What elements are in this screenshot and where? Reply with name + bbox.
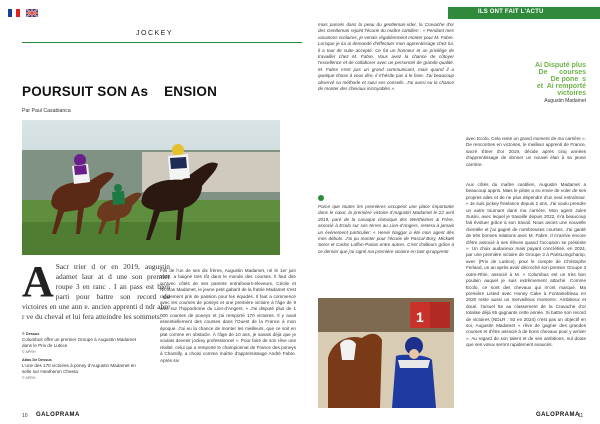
pull-quote [466, 62, 586, 104]
pull-quote-line-2: De courses [538, 69, 586, 76]
caption-2-photo: © APRH [22, 376, 36, 380]
intro-text: Sacr trier d or en 2019, augustin adamet laur at d une son premier roupe 3 en ranc . I an pass est bien parti pour battre son record de victoires en une ann e. ancien apprenti d ndr abre r ve du cheval et lui fera atteindre les sommets. [22, 262, 170, 321]
jockey-photo [318, 298, 454, 408]
column-4a: avec Ecolo. Cela reste un grand moment de ma carrière ». De rencontres en victoires, le meilleur apprenti de France, sacré Étrier d'or 2019, décide après cinq années d'apprentissage de donner un nouvel élan à sa jeune carrière. [466, 136, 586, 167]
caption-2-credit: Atlas De Dessus [22, 358, 52, 362]
pull-quote-line-5: victoires [551, 90, 586, 97]
magazine-name-right: GALOPRAMA [536, 412, 580, 418]
column-4b: Aux côtés du maître cantilien, Augustin Madamet a beaucoup appris. Mais le pilote a eu envie de voler de ses propres ailes et de ne plus dépendre d'un seul entraîneur. « Je suis jockey freelance depuis 2 ans. J'ai voulu prendre un autre tournant dans ma carrière. Mon agent Jules Susini, avec lequel je travaille depuis 2022, m'a beaucoup fait évoluer grâce à son travail. Nous avons une nouvelle clientèle et j'ai gagné de nombreuses courses. J'ai gardé de très bonnes relations avec M. Fabre. Il m'arrive encore d'être associé à ses élèves quand l'occasion se présente ». Un choix audacieux mais payant concrétisé, en 2024, par une première victoire de Groupe 3 à ParisLongchamp, avec (Prix de Lutèce), pour le compte de Christophe Ferland, un an après avoir décroché son premier Groupe 3 outre-Rhin, associé à M. « Columbus est un très bon poulain auquel je suis extrêmement attaché. Comme Ecolo, ce sont des chevaux qui m'ont marqué. Ma première Listed avec Honey Cake à Fontainebleau en 2020 reste aussi un merveilleux moment». Ambitieux et doué, l'actuel 5e au classement de la Cravache d'or totalise déjà 65 gagnants cette année. Si battre son record de victoires (NDLR : 92 en 2024) n'est pas un objectif en soi, Augustin Madamet « rêve de gagner des grandes courses et d'être associé à de bons chevaux pour y arriver ». Au regard de son talent et de ses ambitions, nul doute que ses vœux seront rapidement exaucés. [466, 182, 586, 348]
pull-quote-attribution: Augustin Madamet [544, 98, 586, 104]
caption-1 [22, 332, 142, 354]
race-photo [22, 120, 280, 255]
dropcap: A [22, 262, 54, 306]
bullet-icon [318, 195, 324, 201]
caption-2-text: L'une des 170 victoires à poney d'Augustin Madamet en selle sur Heatheron Cheeta [22, 363, 136, 374]
category-rule [22, 42, 302, 43]
pull-quote-line-1: Ai Disputé plus [535, 62, 586, 69]
magazine-name-left: GALOPRAMA [36, 412, 80, 418]
uk-flag-icon [26, 9, 38, 17]
page-number-right: 11 [578, 413, 584, 419]
page-number-left: 10 [22, 413, 28, 419]
column-2: Fils de l'un de ses dix frères, Augustin Madamet, né le 1er juin 2002, a baigné très tôt dans le monde des courses. Il faut dire qu'avec côtés de ses parents entraîneurs-éleveurs, Cécile et Nicolas Madamet, le jeune petit gabarit de la fratrie Madamet s'est rapidement pris de passion pour les équidés. Il faut a commencé avec les courses de poneys et une première victoire à l'âge de 9 ans, sur l'hippodrome du Lion-d'Angers. « J'ai disputé plus de 1 000 courses de poneys et j'ai remporté 170 victoires. Il y avait essentiellement des courses dans l'Ouest de la France à mon époque. J'ai eu la chance de monter les meilleurs, que ce soit en plat comme en obstacle. À l'âge de 10 ans, je savais déjà que je voulais devenir jockey professionnel ». Pour faire de son rêve une réalité, celui qui a remporté le championnat de France des poneys à Chantilly, a choisi comme maître d'apprentissage André Fabre. Après six [160, 268, 296, 363]
fr-flag-icon [8, 9, 20, 17]
top-bar [0, 0, 600, 22]
column-3a: mois passés dans la peau du gentleman-rider, la Cravache d'or des Gentleman rejoint l'écurie du maître cantilien : « Pendant mes vacances scolaires, je venais régulièrement monter pour M. Fabre. Lorsque je lui ai demandé d'effectuer mon apprentissage chez lui, il a tout de suite accepté. Ce fut un honneur et un privilège de travailler chez M. Fabre. Vous avez la chance de côtoyer l'excellence et de collaborer avec un personnel de grande qualité. M. Fabre n'est pas un grand communicant, mais quand il a quelque chose à vous dire, il n'hésite pas à le faire. J'ai beaucoup observé sa méthode et suivi ses conseils. J'ai aussi eu la chance de monter des chevaux incroyables ». [318, 22, 454, 92]
intro [22, 262, 170, 332]
caption-1-text: Columbus offre un premier Groupe à Augustin Madamet dans le Prix de Lutèce [22, 337, 137, 348]
pull-quote-line-3: De pone s [550, 76, 586, 83]
svg-text:1: 1 [416, 309, 424, 325]
category-label: JOCKEY [136, 30, 174, 37]
caption-1-photo: © APRH [22, 350, 36, 354]
caption-2 [22, 358, 142, 380]
caption-1-credit: © Dessus [22, 332, 40, 336]
kicker: ILS ONT FAIT L'ACTU [478, 9, 544, 15]
pull-quote-line-4: et Ai remporté [536, 83, 586, 90]
byline: Par Paul Casabianca [22, 108, 71, 114]
column-3b: Parce que toutes les premières occupent une place importante dans le cœur, la première victoire d'Augustin Madamet le 22 avril 2019, paré de la casaque classique des Wertheimer & Frère, associé à Ecolo sur ses terres au Lion-d'Angers, restera à jamais un évènement particulier: « Hervé Naggar a été mon agent dès mes débuts. J'ai pu monter pour l'écurie de Pascal Bory, Mickaël Seror et Carlos Laffon-Parias entre autres. C'est d'ailleurs grâce à ce dernier que j'ai signé ma première victoire en tant qu'apprenti [318, 204, 454, 254]
page-title: POURSUIT SON As ENSION [22, 84, 218, 99]
